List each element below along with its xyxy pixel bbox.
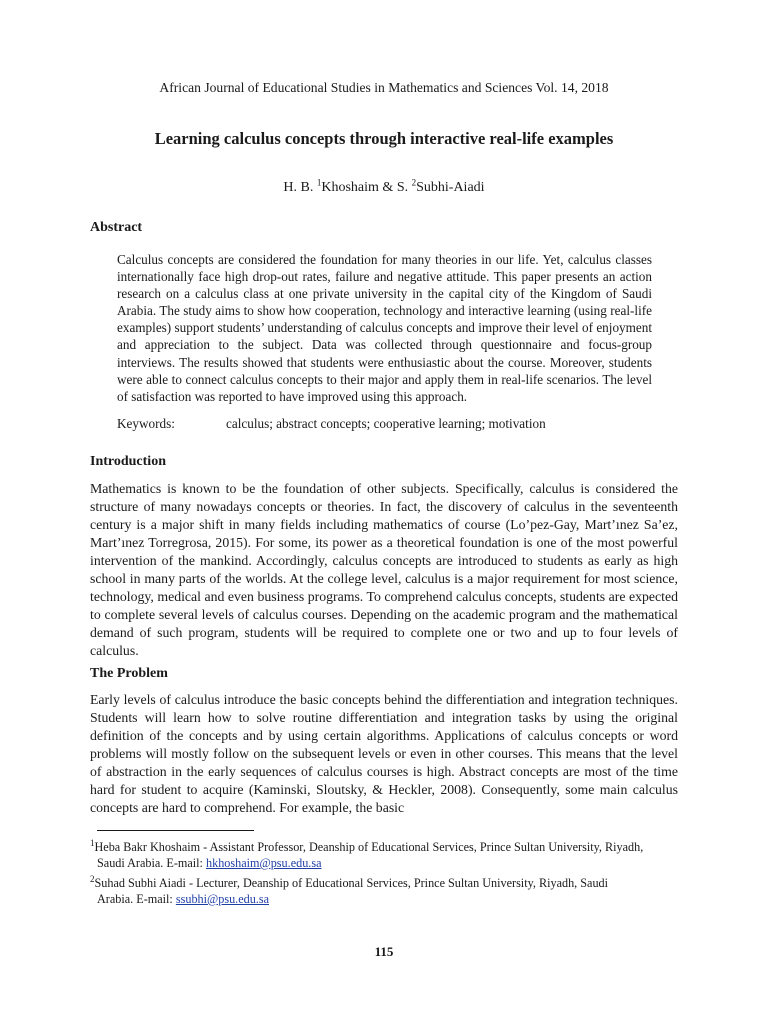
- problem-text: Early levels of calculus introduce the basic concepts behind the differentiation and integration techniques. Students will learn how to solve routine differentiation and integration tasks by using the original definition of the concepts and by using certain algorithms. Applications of calculus concepts or word problems will mostly follow on the subsequent levels or even in other courses. This means that the level of abstraction in the early sequences of calculus courses is high. Abstract concepts are most of the time hard for student to acquire (Kaminski, Sloutsky, & Heckler, 2008). Consequently, some main calculus concepts are hard to comprehend. For example, the basic: [90, 692, 678, 815]
- footnote-1-email-link[interactable]: hkhoshaim@psu.edu.sa: [206, 855, 322, 870]
- footnote-divider: [97, 830, 254, 831]
- page-number: 115: [374, 944, 394, 959]
- footnote-2-line2: Arabia. E-mail:: [97, 891, 176, 906]
- author-prefix: H. B.: [283, 180, 317, 195]
- footnote-1: [90, 837, 680, 872]
- footnote-2-line1: Suhad Subhi Aiadi - Lecturer, Deanship of Educational Services, Prince Sultan University, Riyadh, Saudi: [94, 876, 609, 890]
- footnote-1-mark: 1: [90, 837, 95, 848]
- journal-header: African Journal of Educational Studies in Mathematics and Sciences Vol. 14, 2018: [159, 80, 609, 95]
- abstract-heading: Abstract: [90, 220, 143, 235]
- paper-title: Learning calculus concepts through interactive real-life examples: [154, 129, 614, 148]
- introduction-heading: Introduction: [90, 454, 166, 469]
- author1-footnote-mark: 1: [316, 177, 322, 188]
- author1-name: Khoshaim & S.: [321, 180, 412, 195]
- problem-heading: The Problem: [90, 666, 168, 681]
- footnote-2-mark: 2: [90, 873, 95, 884]
- author-line: [0, 177, 768, 196]
- footnote-2-email-link[interactable]: ssubhi@psu.edu.sa: [175, 891, 270, 906]
- footnote-1-line2: Saudi Arabia. E-mail:: [97, 855, 206, 870]
- footnote-2: [90, 873, 680, 908]
- introduction-text: Mathematics is known to be the foundation of other subjects. Specifically, calculus is considered the structure of many nowadays concepts or theories. In fact, the discovery of calculus in the seventeenth century is a major shift in many fields including mathematics of course (Lo’pez-Gay, Mart’ınez Sa’ez, Mart’ınez Torregrosa, 2015). For some, its power as a theoretical foundation is one of the most powerful intervention of the mankind. Accordingly, calculus concepts are introduced to students as early as high school in many parts of the worlds. At the college level, calculus is a major requirement for most science, technology, medical and even business programs. To comprehend calculus concepts, students are expected to complete several levels of calculus courses. Depending on the academic program and the mathematical demand of such program, students will be required to complete one or two and up to four levels of calculus.: [90, 481, 678, 658]
- author2-name: Subhi-Aiadi: [416, 180, 485, 195]
- footnote-1-line1: Heba Bakr Khoshaim - Assistant Professor, Deanship of Educational Services, Prince Sultan University, Riyadh,: [94, 840, 644, 854]
- author2-footnote-mark: 2: [411, 177, 417, 188]
- keywords-value: calculus; abstract concepts; cooperative learning; motivation: [226, 416, 546, 431]
- keywords-row: [117, 416, 546, 432]
- keywords-label: Keywords:: [117, 416, 175, 431]
- abstract-text: Calculus concepts are considered the foundation for many theories in our life. Yet, calculus classes internationally face high drop-out rates, failure and negative attitude. This paper presents an action research on a calculus class at one private university in the capital city of the Kingdom of Saudi Arabia. The study aims to show how cooperation, technology and interactive learning (using real-life examples) support students’ understanding of calculus concepts and improve their level of enjoyment and appreciation to the subject. Data was collected through questionnaire and focus-group interviews. The results showed that students were enthusiastic about the course. Moreover, students were able to connect calculus concepts to their major and apply them in real-life scenarios. The level of satisfaction was reported to have improved using this approach.: [117, 252, 652, 404]
